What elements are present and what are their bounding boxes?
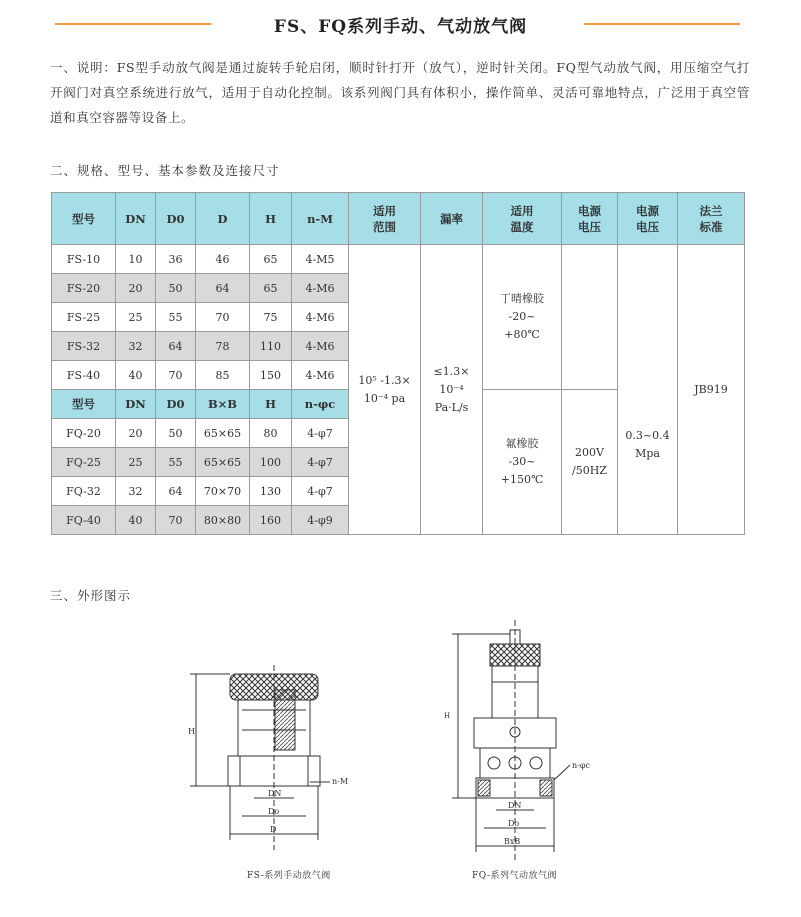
table-cell: FQ-40 [52, 506, 116, 535]
table-cell: 4-M6 [292, 332, 349, 361]
section-heading-drawings: 三、外形图示 [50, 588, 132, 603]
header-cell: D0 [156, 193, 196, 245]
table-cell: FQ-32 [52, 477, 116, 506]
table-cell: 75 [250, 303, 292, 332]
pressure-fq-cell [618, 245, 678, 535]
header-cell: 型号 [52, 193, 116, 245]
fq-label-dn: DN [508, 801, 522, 810]
range-cell [349, 245, 421, 535]
table-cell: 70 [156, 361, 196, 390]
table-cell: 65×65 [196, 419, 250, 448]
table-cell: 70×70 [196, 477, 250, 506]
table-cell: 10 [116, 245, 156, 274]
table-cell: 80 [250, 419, 292, 448]
fs-label-do: Do [268, 807, 280, 816]
fs-label-nm: n-M [332, 777, 349, 786]
header-cell-voltage1: 电源 电压 [562, 193, 618, 245]
table-cell: 160 [250, 506, 292, 535]
fs-label-dn: DN [268, 789, 282, 798]
subheader-cell: B×B [196, 390, 250, 419]
table-cell: 65 [250, 274, 292, 303]
cell-line: /50HZ [572, 464, 607, 477]
table-cell: 4-M6 [292, 303, 349, 332]
cell-line: -20~ [508, 310, 536, 323]
subheader-cell: DN [116, 390, 156, 419]
table-cell: 4-M5 [292, 245, 349, 274]
cell-line: 10⁻⁴ [439, 382, 464, 396]
header-cell-voltage2: 电源 电压 [618, 193, 678, 245]
table-cell: 4-φ7 [292, 477, 349, 506]
fs-label-h: H [188, 727, 195, 736]
table-cell: 36 [156, 245, 196, 274]
table-cell: 64 [156, 477, 196, 506]
table-cell: 4-φ7 [292, 419, 349, 448]
title-decor-line-right [584, 23, 740, 25]
table-cell: FS-25 [52, 303, 116, 332]
cell-line: Mpa [635, 446, 660, 460]
header-cell-temp: 适用 温度 [483, 193, 562, 245]
table-cell: 25 [116, 303, 156, 332]
table-cell: 110 [250, 332, 292, 361]
subheader-cell: H [250, 390, 292, 419]
flange-cell: JB919 [678, 245, 745, 535]
leak-cell [421, 245, 483, 535]
voltage-fs-cell [562, 245, 618, 390]
cell-line: 氟橡胶 [505, 437, 539, 450]
table-cell: 32 [116, 332, 156, 361]
cell-line: 10⁵ -1.3× [358, 373, 411, 387]
table-cell: FQ-20 [52, 419, 116, 448]
table-cell: FS-32 [52, 332, 116, 361]
header-cell-flange: 法兰 标准 [678, 193, 745, 245]
table-cell: 65×65 [196, 448, 250, 477]
header-cell: D [196, 193, 250, 245]
outline-drawings-svg [0, 610, 801, 910]
cell-line: Pa·L/s [434, 400, 469, 414]
fq-label-nc: n-φc [572, 761, 590, 770]
drawings-area [0, 610, 801, 910]
voltage-fq-cell [562, 390, 618, 535]
table-cell: 78 [196, 332, 250, 361]
table-cell: 85 [196, 361, 250, 390]
subheader-cell: n-φc [292, 390, 349, 419]
subheader-cell: 型号 [52, 390, 116, 419]
header-cell-leak: 漏率 [421, 193, 483, 245]
table-cell: 40 [116, 506, 156, 535]
cell-line: 0.3~0.4 [625, 428, 670, 442]
fs-caption: FS-系列手动放气阀 [247, 871, 331, 881]
table-cell: 64 [196, 274, 250, 303]
table-cell: 70 [156, 506, 196, 535]
header-cell: H [250, 193, 292, 245]
section-heading-specs: 二、规格、型号、基本参数及连接尺寸 [50, 163, 280, 178]
table-cell: 50 [156, 274, 196, 303]
title-row [0, 12, 801, 36]
table-cell: FQ-25 [52, 448, 116, 477]
table-row [52, 245, 745, 274]
table-cell: 4-M6 [292, 361, 349, 390]
page-title: FS、FQ系列手动、气动放气阀 [273, 17, 528, 37]
table-cell: 4-φ9 [292, 506, 349, 535]
table-cell: FS-20 [52, 274, 116, 303]
table-cell: 50 [156, 419, 196, 448]
table-cell: 32 [116, 477, 156, 506]
fq-caption: FQ-系列气动放气阀 [472, 871, 557, 881]
table-cell: FS-10 [52, 245, 116, 274]
fq-label-do: Do [508, 819, 520, 828]
table-cell: 55 [156, 303, 196, 332]
fq-label-bxb: BxB [504, 837, 521, 846]
table-cell: 46 [196, 245, 250, 274]
temp-fs-cell [483, 245, 562, 390]
fs-valve-drawing [190, 665, 330, 850]
table-header-row [52, 193, 745, 245]
cell-line: ≤1.3× [433, 364, 470, 378]
cell-line: 10⁻⁴ pa [363, 391, 406, 405]
fs-label-d: D [270, 825, 277, 834]
table-cell: 80×80 [196, 506, 250, 535]
intro-paragraph: 一、说明：FS型手动放气阀是通过旋转手轮启闭，顺时针打开（放气），逆时针关闭。FQ型气动放气阀，用压缩空气打开阀门对真空系统进行放气，适用于自动化控制。该系列阀门具有体积小，操作简单、灵活可靠地特点，广泛用于真空管道和真空容器等设备上。 [50, 60, 750, 125]
subheader-cell: D0 [156, 390, 196, 419]
table-cell: FS-40 [52, 361, 116, 390]
table-cell: 150 [250, 361, 292, 390]
header-cell-range: 适用 范围 [349, 193, 421, 245]
spec-table [51, 192, 745, 535]
table-cell: 4-M6 [292, 274, 349, 303]
table-cell: 64 [156, 332, 196, 361]
table-cell: 20 [116, 419, 156, 448]
cell-line: -30~ [508, 455, 536, 468]
temp-fq-cell [483, 390, 562, 535]
table-cell: 70 [196, 303, 250, 332]
header-cell: n-M [292, 193, 349, 245]
table-cell: 130 [250, 477, 292, 506]
table-cell: 100 [250, 448, 292, 477]
table-cell: 55 [156, 448, 196, 477]
table-cell: 20 [116, 274, 156, 303]
fq-label-h: H [444, 712, 451, 720]
table-cell: 40 [116, 361, 156, 390]
table-cell: 4-φ7 [292, 448, 349, 477]
header-cell: DN [116, 193, 156, 245]
cell-line: +150℃ [500, 473, 544, 486]
table-cell: 65 [250, 245, 292, 274]
table-cell: 25 [116, 448, 156, 477]
cell-line: 200V [575, 446, 604, 459]
cell-line: 丁晴橡胶 [500, 292, 544, 305]
cell-line: +80℃ [504, 328, 540, 341]
